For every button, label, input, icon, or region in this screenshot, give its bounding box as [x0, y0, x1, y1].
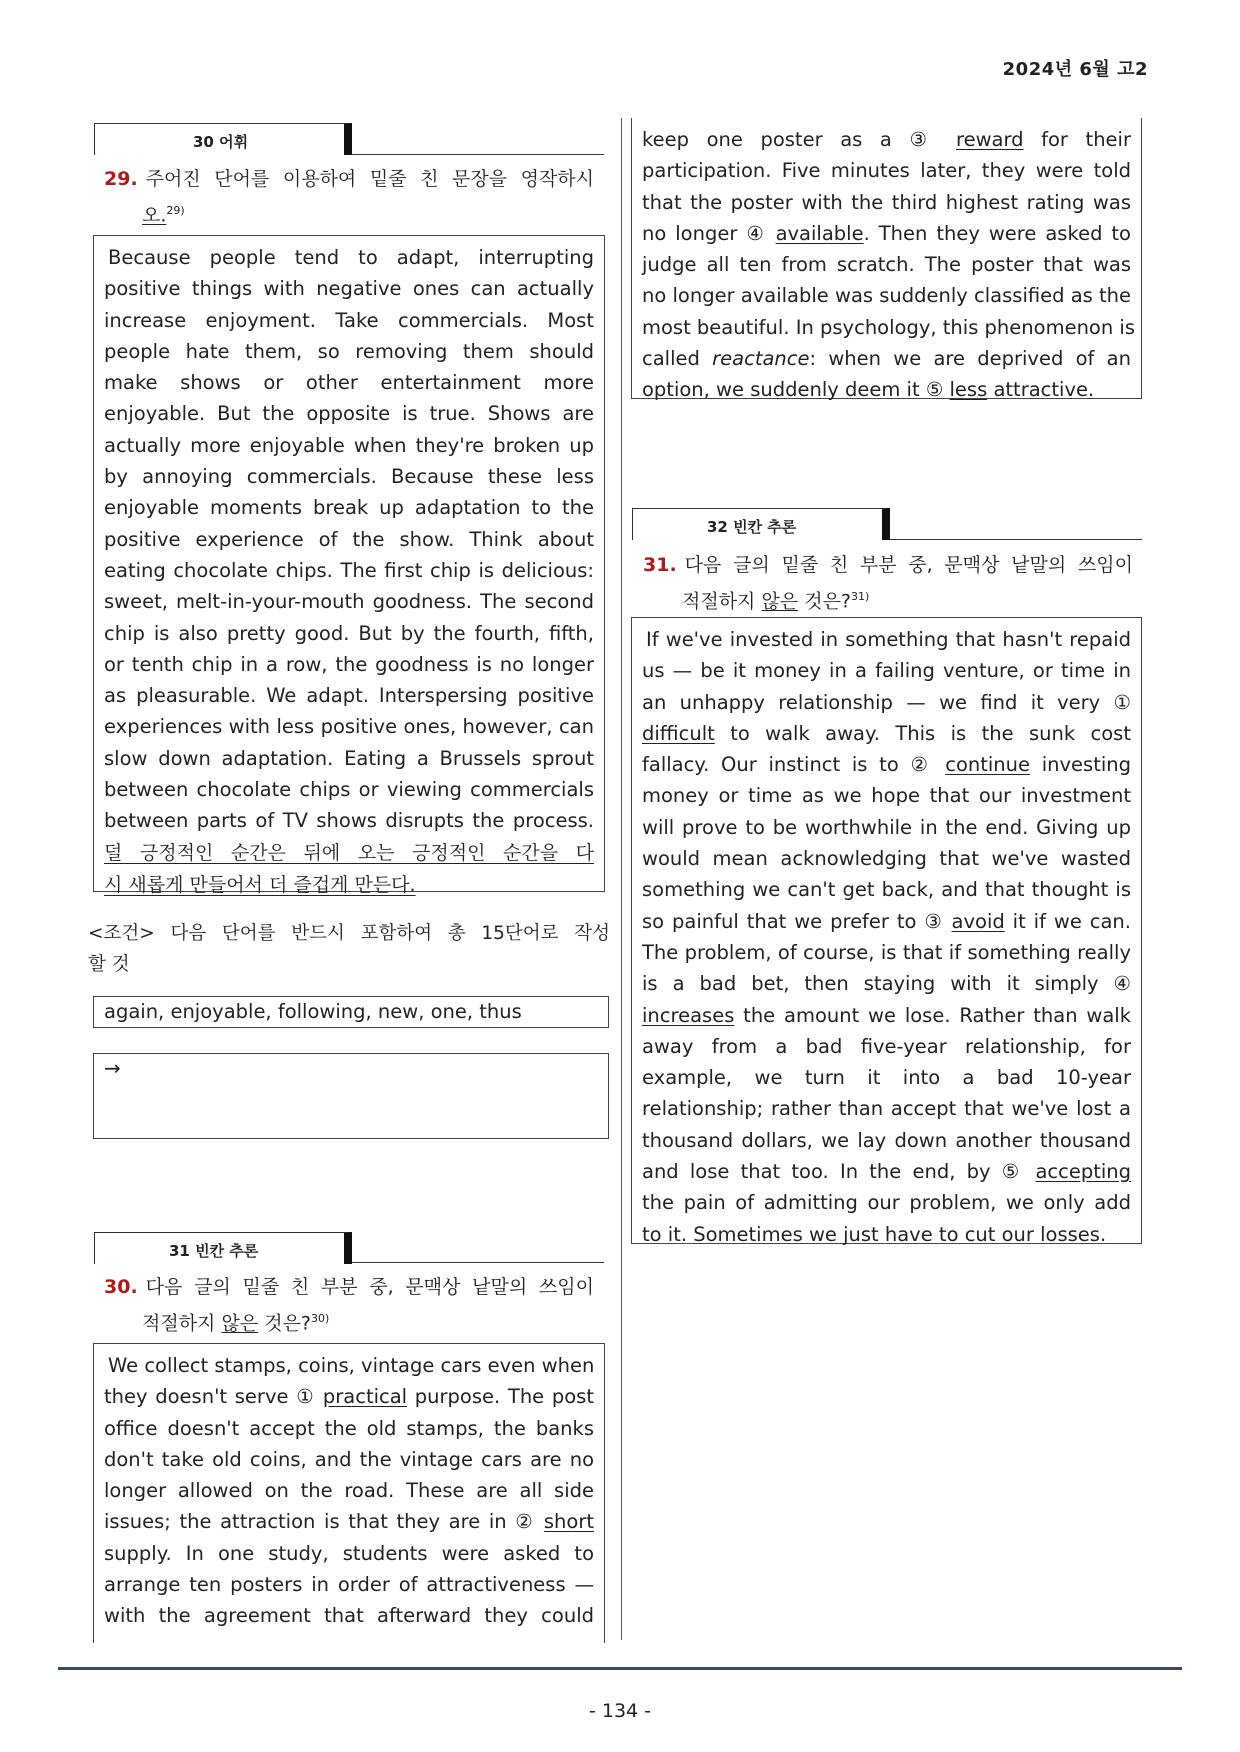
question-number: 29.	[104, 168, 138, 190]
footer-rule	[58, 1667, 1182, 1670]
passage-line: people hate them, so removing them should	[104, 339, 594, 363]
passage-line: will prove to be worthwhile in the end. Giving up	[642, 815, 1131, 839]
choice-marker: ②	[910, 753, 934, 777]
passage-line: Because people tend to adapt, interrupting	[108, 246, 594, 269]
passage-line: away from a bad five-year relationship, for	[642, 1034, 1131, 1058]
passage-box-q31	[631, 617, 1142, 1244]
passage-line: with the agreement that afterward they could	[104, 1604, 594, 1628]
passage-line: called reactance: when we are deprived of an	[642, 347, 1131, 371]
choice-word: short	[543, 1510, 595, 1534]
footnote-ref: 29)	[166, 204, 185, 217]
passage-line: so painful that we prefer to ③ avoid it if we can.	[642, 909, 1131, 933]
passage-line: as pleasurable. We adapt. Interspersing positive	[104, 684, 594, 708]
passage-line: would mean acknowledging that we've wasted	[642, 847, 1131, 871]
choice-marker: ④	[746, 221, 767, 245]
question-instruction: 다음 글의 밑줄 친 부분 중, 문맥상 낱말의 쓰임이	[684, 554, 1133, 576]
choice-marker: ④	[1113, 972, 1131, 996]
section-tab-label: 31 빈칸 추론	[169, 1242, 259, 1260]
underlined-target-sentence: 덜 긍정적인 순간은 뒤에 오는 긍정적인 순간을 다	[104, 841, 594, 864]
passage-line: something we can't get back, and that thought is	[642, 878, 1131, 902]
passage-line: they doesn't serve ① practical purpose. The post	[104, 1385, 594, 1409]
question-number: 31.	[643, 554, 677, 576]
section-tab-rule	[890, 539, 1142, 540]
passage-line: difficult to walk away. This is the sunk cost	[642, 721, 1131, 745]
passage-line: or tenth chip in a row, the goodness is no longer	[104, 652, 594, 676]
passage-line: no longer ④ available. Then they were asked to	[642, 221, 1131, 245]
passage-line: example, we turn it into a bad 10-year	[642, 1066, 1131, 1090]
passage-line: increases the amount we lose. Rather than walk	[642, 1003, 1131, 1027]
choice-word: difficult	[642, 721, 715, 745]
passage-line: eating chocolate chips. The first chip is delicious:	[104, 558, 594, 582]
section-tab-q31	[632, 508, 890, 540]
passage-line: keep one poster as a ③ reward for their	[642, 128, 1131, 151]
passage-line: relationship; rather than accept that we've lost a	[642, 1097, 1131, 1121]
arrow-icon: →	[104, 1056, 121, 1080]
passage-box-q30-part2	[631, 118, 1142, 402]
answer-input[interactable]	[93, 1053, 609, 1139]
passage-line: us — be it money in a failing venture, or time in	[642, 659, 1131, 683]
question-instruction: 다음 글의 밑줄 친 부분 중, 문맥상 낱말의 쓰임이	[145, 1276, 594, 1298]
section-tab-q30	[94, 1232, 352, 1264]
question-30-heading	[104, 1272, 594, 1303]
choice-marker: ⑤	[1001, 1160, 1025, 1184]
question-number: 30.	[104, 1276, 138, 1298]
passage-line: arrange ten posters in order of attractiveness —	[104, 1573, 594, 1597]
passage-line: fallacy. Our instinct is to ② continue investing	[642, 753, 1132, 777]
question-29-heading	[104, 164, 594, 195]
word-bank: again, enjoyable, following, new, one, thus	[93, 996, 609, 1028]
passage-line: option, we suddenly deem it ⑤ less attractive.	[642, 378, 1095, 402]
passage-line: increase enjoyment. Take commercials. Most	[104, 308, 594, 332]
question-30-heading-line2: 적절하지 않은 것은?$^{30)}$	[142, 1312, 330, 1335]
passage-line: that the poster with the third highest rating was	[642, 190, 1131, 214]
section-tab-rule	[352, 1262, 604, 1263]
passage-line: thousand dollars, we lay down another thousand	[642, 1128, 1131, 1152]
question-instruction: 주어진 단어를 이용하여 밑줄 친 문장을 영작하시	[145, 168, 594, 190]
passage-line: positive experience of the show. Think about	[104, 527, 594, 551]
passage-line: an unhappy relationship — we find it very ①	[642, 690, 1131, 714]
passage-line: actually more enjoyable when they're broken up	[104, 433, 594, 457]
choice-word: avoid	[951, 909, 1005, 933]
choice-word: continue	[945, 753, 1031, 777]
choice-word: increases	[642, 1003, 735, 1027]
passage-box-q29	[93, 235, 605, 896]
question-31-heading	[643, 550, 1133, 581]
passage-line: no longer available was suddenly classified as the	[642, 284, 1132, 308]
passage-line: and lose that too. In the end, by ⑤ accepting	[642, 1160, 1132, 1184]
choice-marker: ⑤	[925, 378, 944, 402]
passage-line: to it. Sometimes we just have to cut our losses.	[642, 1222, 1107, 1246]
passage-line: participation. Five minutes later, they were told	[642, 159, 1131, 183]
section-tab-q29	[94, 123, 352, 155]
passage-line: longer allowed on the road. These are all side	[104, 1479, 594, 1503]
section-tab-label: 30 어휘	[193, 133, 249, 151]
choice-marker: ③	[909, 128, 939, 151]
choice-marker: ①	[1113, 690, 1131, 714]
passage-line: between chocolate chips or viewing commercials	[104, 778, 594, 802]
section-tab-label: 32 빈칸 추론	[707, 518, 797, 536]
choice-word: practical	[322, 1385, 408, 1409]
underlined-target-sentence: 시 새롭게 만들어서 더 즐겁게 만든다.	[104, 873, 416, 896]
page-number: - 134 -	[588, 1700, 652, 1722]
passage-line: most beautiful. In psychology, this phenomenon is	[642, 315, 1135, 339]
passage-line: The problem, of course, is that if something really	[642, 940, 1131, 964]
passage-line: chip is also pretty good. But by the fourth, fifth,	[104, 621, 594, 645]
passage-line: positive things with negative ones can actually	[104, 277, 594, 301]
choice-marker: ②	[515, 1510, 536, 1534]
passage-line: don't take old coins, and the vintage cars are no	[104, 1447, 594, 1471]
passage-line: supply. In one study, students were asked to	[104, 1541, 594, 1565]
passage-line: is a bad bet, then staying with it simply ④	[642, 972, 1131, 996]
passage-line: We collect stamps, coins, vintage cars even when	[108, 1354, 595, 1377]
passage-line: office doesn't accept the old stamps, the banks	[104, 1416, 594, 1440]
column-divider	[621, 118, 622, 1640]
exam-title: 2024년 6월 고2	[1002, 59, 1148, 80]
question-29-heading-line2: 오.$^{29)}$	[142, 204, 185, 227]
passage-line: money or time as we hope that our investment	[642, 784, 1131, 808]
choice-word: reward	[955, 128, 1024, 151]
footnote-ref: 30)	[311, 1312, 330, 1325]
passage-line: by annoying commercials. Because these less	[104, 465, 594, 489]
footnote-ref: 31)	[851, 590, 870, 603]
condition-text: <조건> 다음 단어를 반드시 포함하여 총 15단어로 작성 할 것	[88, 923, 610, 975]
passage-line: experiences with less positive ones, however, can	[104, 715, 594, 739]
choice-word: available	[775, 221, 864, 245]
choice-word: less	[949, 378, 988, 402]
passage-line: enjoyable. But the opposite is true. Shows are	[104, 402, 594, 426]
passage-line: sweet, melt-in-your-mouth goodness. The second	[104, 590, 594, 614]
passage-line: enjoyable moments break up adaptation to the	[104, 496, 594, 520]
passage-line: judge all ten from scratch. The poster that was	[642, 253, 1131, 277]
passage-line: If we've invested in something that hasn't repaid	[646, 628, 1131, 651]
passage-line: issues; the attraction is that they are in ② short	[104, 1510, 595, 1534]
section-tab-rule	[352, 154, 604, 155]
choice-marker: ①	[296, 1385, 316, 1409]
choice-marker: ③	[924, 909, 944, 933]
passage-line: slow down adaptation. Eating a Brussels sprout	[104, 746, 594, 770]
choice-word: accepting	[1035, 1160, 1132, 1184]
passage-line: between parts of TV shows disrupts the process.	[104, 809, 594, 833]
question-31-heading-line2: 적절하지 않은 것은?$^{31)}$	[682, 590, 870, 613]
passage-box-q30-part1	[93, 1343, 605, 1643]
passage-line: the pain of admitting our problem, we only add	[642, 1191, 1131, 1215]
passage-line: make shows or other entertainment more	[104, 371, 594, 395]
